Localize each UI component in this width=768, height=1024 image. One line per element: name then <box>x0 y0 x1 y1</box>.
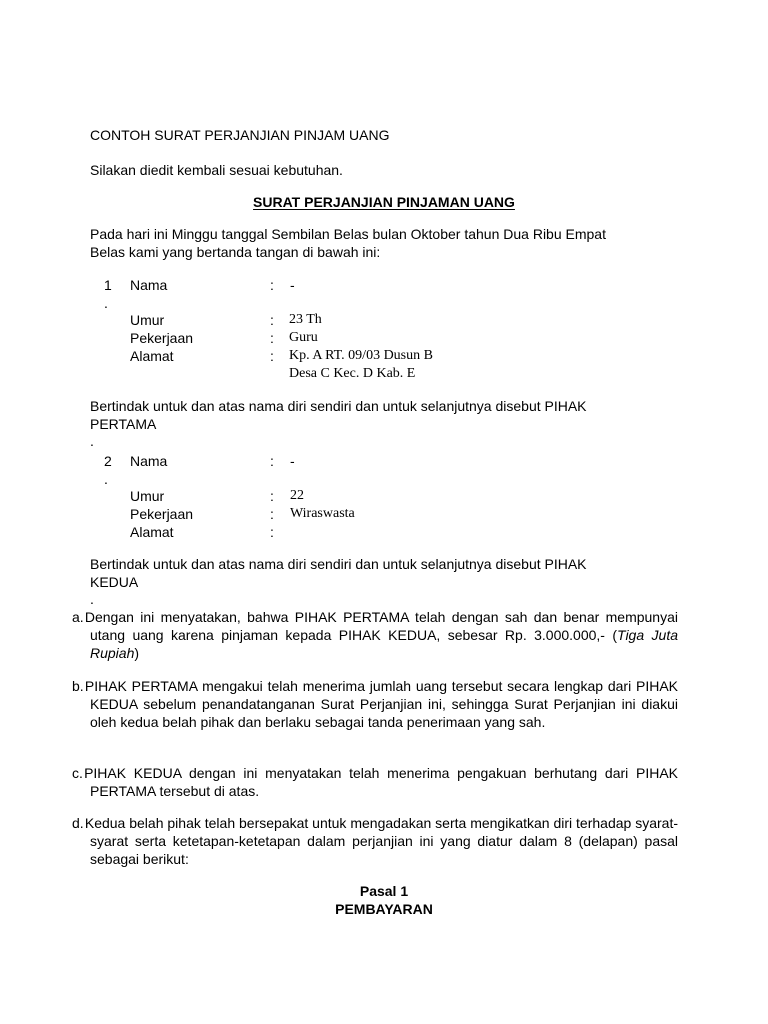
clause-a <box>72 608 678 662</box>
opening-line-1: Pada hari ini Minggu tanggal Sembilan Belas bulan Oktober tahun Dua Ribu Empat <box>90 226 606 242</box>
clause-c <box>72 764 678 800</box>
party-1-address-label: Alamat <box>130 348 174 364</box>
party-1-number: 1 <box>104 277 112 293</box>
party-2-number: 2 <box>104 453 112 469</box>
party-2-job-label: Pekerjaan <box>130 506 194 522</box>
party-2-role-dot: . <box>90 591 94 607</box>
party-1-role-dot: . <box>90 433 94 449</box>
party-1-name-colon: : <box>270 277 274 293</box>
party-2-dot: . <box>104 471 108 487</box>
party-1-name-label: Nama <box>130 277 168 293</box>
party-1-address-value: Kp. A RT. 09/03 Dusun B <box>289 348 433 363</box>
opening-line-2: Belas kami yang bertanda tangan di bawah ini: <box>90 244 381 260</box>
party-1-role-line-1: Bertindak untuk dan atas nama diri sendiri dan untuk selanjutnya disebut PIHAK <box>90 398 587 414</box>
party-1-name-value: - <box>290 277 295 293</box>
agreement-title: SURAT PERJANJIAN PINJAMAN UANG <box>253 194 515 210</box>
party-2-name-label: Nama <box>130 453 168 469</box>
document-header-title: CONTOH SURAT PERJANJIAN PINJAM UANG <box>90 127 390 143</box>
party-2-role-line-1: Bertindak untuk dan atas nama diri sendiri dan untuk selanjutnya disebut PIHAK <box>90 556 587 572</box>
party-2-job-value: Wiraswasta <box>290 506 355 521</box>
party-2-age-colon: : <box>270 488 274 504</box>
party-2-name-colon: : <box>270 453 274 469</box>
party-1-address-line-2: Desa C Kec. D Kab. E <box>289 366 416 381</box>
clause-d-text: Kedua belah pihak telah bersepakat untuk mengadakan serta mengikatkan diri terhadap syarat-syarat serta ketetapan-ketetapan dalam perjanjian ini yang diatur dalam 8 (delapan) pasal sebagai berikut: <box>84 815 678 867</box>
party-2-name-value: - <box>290 453 295 469</box>
edit-note: Silakan diedit kembali sesuai kebutuhan. <box>90 162 343 178</box>
party-1-job-label: Pekerjaan <box>130 330 194 346</box>
clause-b <box>72 677 678 731</box>
clause-b-marker: b. <box>72 678 84 694</box>
clause-b-text: PIHAK PERTAMA mengakui telah menerima jumlah uang tersebut secara lengkap dari PIHAK KEDUA sebelum penandatanganan Surat Perjanjian ini, sehingga Surat Perjanjian ini diakui oleh kedua belah pihak dan berlaku sebagai tanda penerimaan yang sah. <box>84 678 678 730</box>
clause-d <box>72 814 678 868</box>
party-2-role-line-2: KEDUA <box>90 574 139 590</box>
party-1-job-value: Guru <box>289 330 318 345</box>
clause-a-amount-words: Tiga Juta Rupiah <box>90 627 678 661</box>
party-1-age-value: 23 Th <box>289 312 322 327</box>
pasal-number: Pasal 1 <box>359 883 409 899</box>
clause-a-marker: a. <box>72 609 84 625</box>
pasal-heading: PEMBAYARAN <box>335 901 433 917</box>
clause-d-marker: d. <box>72 815 84 831</box>
party-1-job-colon: : <box>270 330 274 346</box>
clause-c-text: PIHAK KEDUA dengan ini menyatakan telah menerima pengakuan berhutang dari PIHAK PERTAMA tersebut di atas. <box>84 765 678 799</box>
clause-a-text: Dengan ini menyatakan, bahwa PIHAK PERTAMA telah dengan sah dan benar mempunyai utang uang karena pinjaman kepada PIHAK KEDUA, sebesar Rp. 3.000.000,- ( <box>84 609 678 643</box>
party-2-address-label: Alamat <box>130 524 174 540</box>
party-1-role-line-2: PERTAMA <box>90 416 157 432</box>
party-1-age-colon: : <box>270 312 274 328</box>
clause-a-close: ) <box>134 645 140 661</box>
party-1-age-label: Umur <box>130 312 165 328</box>
party-2-job-colon: : <box>270 506 274 522</box>
clause-c-marker: c. <box>72 765 83 781</box>
party-2-age-value: 22 <box>290 488 304 503</box>
party-1-dot: . <box>104 295 108 311</box>
party-2-age-label: Umur <box>130 488 165 504</box>
party-2-address-colon: : <box>270 524 274 540</box>
party-1-address-colon: : <box>270 348 274 364</box>
